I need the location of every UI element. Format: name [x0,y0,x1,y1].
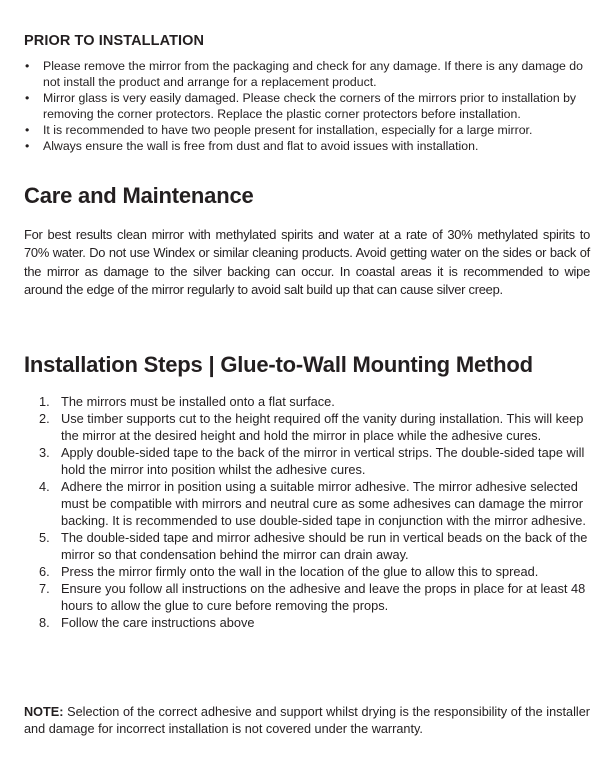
note-text: Selection of the correct adhesive and support whilst drying is the responsibility of the installer and damage for incorrect installation is not covered under the warranty. [24,705,590,736]
step-number: 7. [39,581,50,596]
step-item [35,529,595,563]
note-label: NOTE: [24,705,64,719]
step-item [35,614,595,631]
care-maintenance-heading: Care and Maintenance [24,183,254,208]
step-text: Adhere the mirror in position using a suitable mirror adhesive. The mirror adhesive selected must be compatible with mirrors and neutral cure as some adhesives can damage the mirror backing. It is recommended to use double-sided tape in conjunction with the mirror adhesive. [61,479,586,528]
step-text: Apply double-sided tape to the back of the mirror in vertical strips. The double-sided tape will hold the mirror into position whilst the adhesive cures. [61,445,585,477]
installation-steps-list [35,393,595,631]
step-item [35,444,595,478]
bullet-item: • Always ensure the wall is free from dust and flat to avoid issues with installation. [24,138,594,154]
step-item [35,410,595,444]
step-number: 4. [39,479,50,494]
step-item [35,478,595,529]
step-number: 3. [39,445,50,460]
step-item [35,563,595,580]
step-text: The double-sided tape and mirror adhesive should be run in vertical beads on the back of the mirror so that condensation behind the mirror can drain away. [61,530,588,562]
step-text: Press the mirror firmly onto the wall in the location of the glue to allow this to spread. [61,564,539,579]
prior-installation-heading: PRIOR TO INSTALLATION [24,33,205,49]
installation-steps-heading: Installation Steps | Glue-to-Wall Mounting Method [24,352,533,377]
step-text: Use timber supports cut to the height required off the vanity during installation. This will keep the mirror at the desired height and hold the mirror in place while the adhesive cures. [61,411,584,443]
step-text: The mirrors must be installed onto a flat surface. [61,394,335,409]
bullet-item: • It is recommended to have two people present for installation, especially for a large mirror. [24,122,594,138]
step-text: Follow the care instructions above [61,615,255,630]
step-number: 5. [39,530,50,545]
bullet-item: • Please remove the mirror from the packaging and check for any damage. If there is any damage do not install the product and arrange for a replacement product. [24,58,594,90]
step-text: Ensure you follow all instructions on the adhesive and leave the props in place for at least 48 hours to allow the glue to cure before removing the props. [61,581,586,613]
step-number: 2. [39,411,50,426]
step-number: 6. [39,564,50,579]
step-item [35,580,595,614]
step-number: 1. [39,394,50,409]
step-item [35,393,595,410]
step-number: 8. [39,615,50,630]
prior-installation-list [24,58,594,154]
care-maintenance-paragraph: For best results clean mirror with methylated spirits and water at a rate of 30% methylated spirits to 70% water. Do not use Windex or similar cleaning products. Avoid getting water on the sides or back of the mirror as damage to the silver backing can occur. In coastal areas it is recommended to wipe around the edge of the mirror regularly to avoid salt build up that can cause silver creep. [24,227,590,297]
warranty-note [24,704,590,738]
bullet-item: • Mirror glass is very easily damaged. Please check the corners of the mirrors prior to installation by removing the corner protectors. Replace the plastic corner protectors before installation. [24,90,594,122]
